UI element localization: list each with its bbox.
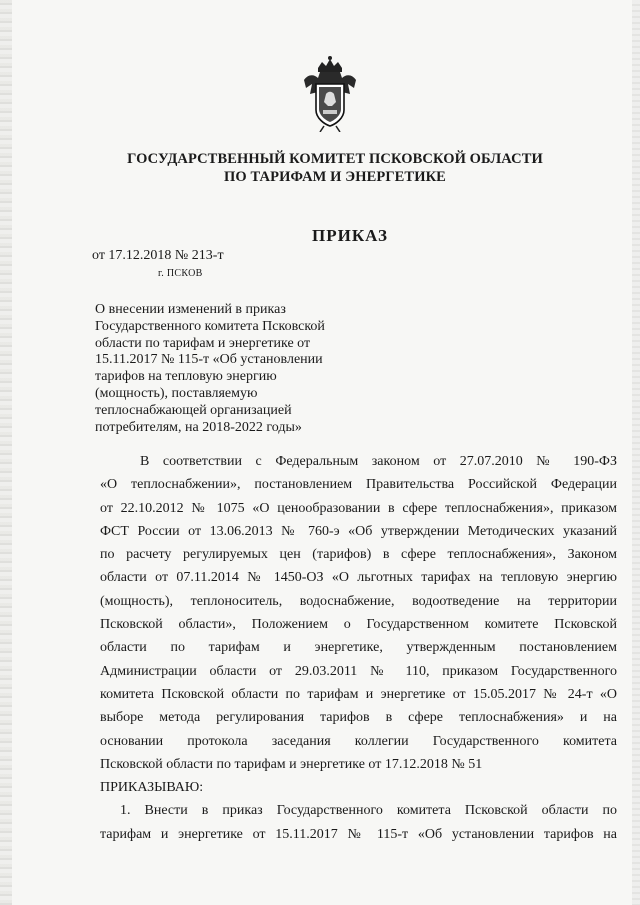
body-line: от 22.10.2012 № 1075 «О ценообразовании в сфере теплоснабжения», приказом [100,500,617,516]
body-line: 1. Внести в приказ Государственного комитета Псковской области по [120,803,617,819]
body-line: выборе метода регулирования тарифов в сфере теплоснабжения» и на [100,710,617,726]
body-line: «О теплоснабжении», постановлением Правительства Российской Федерации [100,477,617,493]
subject-line: потребителям, на 2018-2022 годы» [95,419,302,435]
body-line: В соответствии с Федеральным законом от 27.07.2010 № 190-ФЗ [140,454,617,469]
org-line: ПО ТАРИФАМ И ЭНЕРГЕТИКЕ [224,169,446,185]
subject-line: 15.11.2017 № 115-т «Об установлении [95,352,323,368]
order-city: г. ПСКОВ [158,268,203,279]
body-line: Администрации области от 29.03.2011 № 110, приказом Государственного [100,663,617,679]
body-line: Псковской области», Положением о Государственном комитете Псковской [100,617,617,633]
subject-line: (мощность), поставляемую [95,385,258,401]
order-body [100,450,617,846]
order-date-number: от 17.12.2018 № 213-т [92,248,224,263]
scan-edge-left [0,0,12,905]
subject-line: области по тарифам и энергетике от [95,335,311,351]
coat-of-arms-emblem [298,54,362,132]
org-line: ГОСУДАРСТВЕННЫЙ КОМИТЕТ ПСКОВСКОЙ ОБЛАСТИ [127,151,543,167]
body-line: (мощность), теплоноситель, водоснабжение, водоотведение на территории [100,593,617,609]
subject-line: О внесении изменений в приказ [95,302,286,317]
subject-line: теплоснабжающей организацией [95,402,292,418]
body-line: ФСТ России от 13.06.2013 № 760-э «Об утверждении Методических указаний [100,523,617,539]
body-line: Псковской области по тарифам и энергетике от 17.12.2018 № 51 [100,756,483,772]
scan-edge-right [632,0,640,905]
body-line: комитета Псковской области по тарифам и энергетике от 15.05.2017 № 24-т «О [100,686,617,702]
body-line: по расчету регулируемых цен (тарифов) в сфере теплоснабжения», Законом [100,547,617,563]
body-line: основании протокола заседания коллегии Государственного комитета [100,733,617,749]
order-title: ПРИКАЗ [312,226,388,245]
order-subject [95,302,385,436]
body-line: области от 07.11.2014 № 1450-ОЗ «О льготных тарифах на тепловую энергию [100,570,617,586]
organization-name [100,150,570,186]
subject-line: Государственного комитета Псковской [95,318,325,334]
subject-line: тарифов на тепловую энергию [95,369,277,385]
body-line: тарифам и энергетике от 15.11.2017 № 115-т «Об установлении тарифов на [100,826,617,842]
body-line: области по тарифам и энергетике, утвержденным постановлением [100,640,617,656]
order-directive: ПРИКАЗЫВАЮ: [100,780,204,796]
